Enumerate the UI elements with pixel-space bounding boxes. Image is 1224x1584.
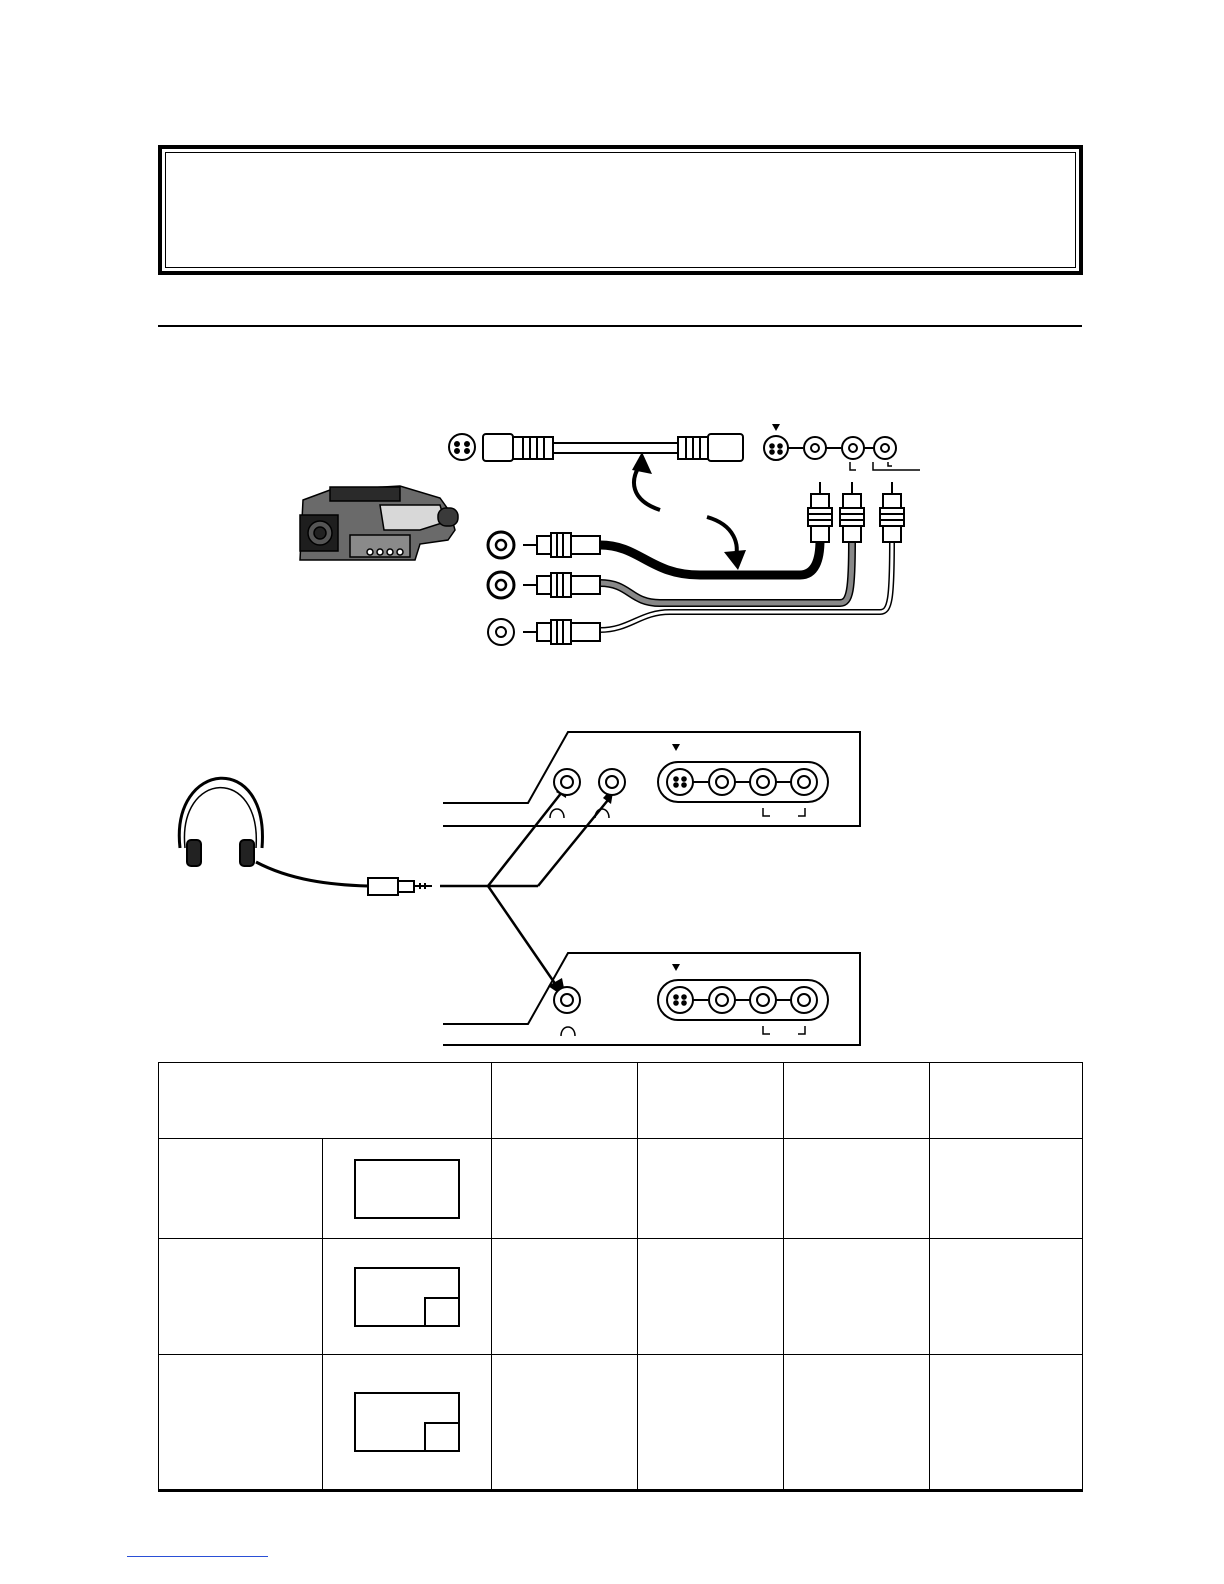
table-row [159, 1239, 1083, 1355]
table-cell [930, 1355, 1083, 1491]
table-cell [638, 1139, 784, 1239]
full-screen-icon [354, 1159, 460, 1219]
pip-screen-icon [354, 1267, 460, 1327]
row-name [159, 1139, 323, 1239]
row-name [159, 1355, 323, 1491]
table-cell [784, 1239, 930, 1355]
table-header-cell [930, 1063, 1083, 1139]
input-jacks-row [764, 424, 920, 470]
arrows [632, 452, 746, 570]
table-header-cell [784, 1063, 930, 1139]
footer-link-underline[interactable] [127, 1556, 268, 1557]
row-name [159, 1239, 323, 1355]
row-icon-cell [323, 1239, 492, 1355]
pip-screen-icon [354, 1392, 460, 1452]
table-cell [638, 1239, 784, 1355]
table-header-cell [492, 1063, 638, 1139]
table-cell [492, 1355, 638, 1491]
table-cell [784, 1139, 930, 1239]
rca-cables [600, 540, 892, 630]
s-video-port-icon [449, 434, 475, 460]
s-video-cable [449, 434, 743, 461]
table-cell [784, 1355, 930, 1491]
table-cell [930, 1139, 1083, 1239]
table-row [159, 1355, 1083, 1491]
headphone-routing-lines [440, 780, 614, 998]
table-header-row [159, 1063, 1083, 1139]
table-cell [492, 1239, 638, 1355]
row-icon-cell [323, 1139, 492, 1239]
table-header-cell [159, 1063, 492, 1139]
row-icon-cell [323, 1355, 492, 1491]
table-cell [638, 1355, 784, 1491]
table-row [159, 1139, 1083, 1239]
headphones-icon [179, 778, 432, 895]
tv-side-panel-1 [443, 732, 860, 826]
tv-rca-plugs [808, 482, 904, 542]
camcorder-av-jacks [488, 532, 600, 645]
table-cell [930, 1239, 1083, 1355]
table-cell [492, 1139, 638, 1239]
camcorder-icon [300, 486, 458, 560]
mode-table [158, 1062, 1083, 1492]
tv-side-panel-2 [443, 953, 860, 1045]
table-header-cell [638, 1063, 784, 1139]
